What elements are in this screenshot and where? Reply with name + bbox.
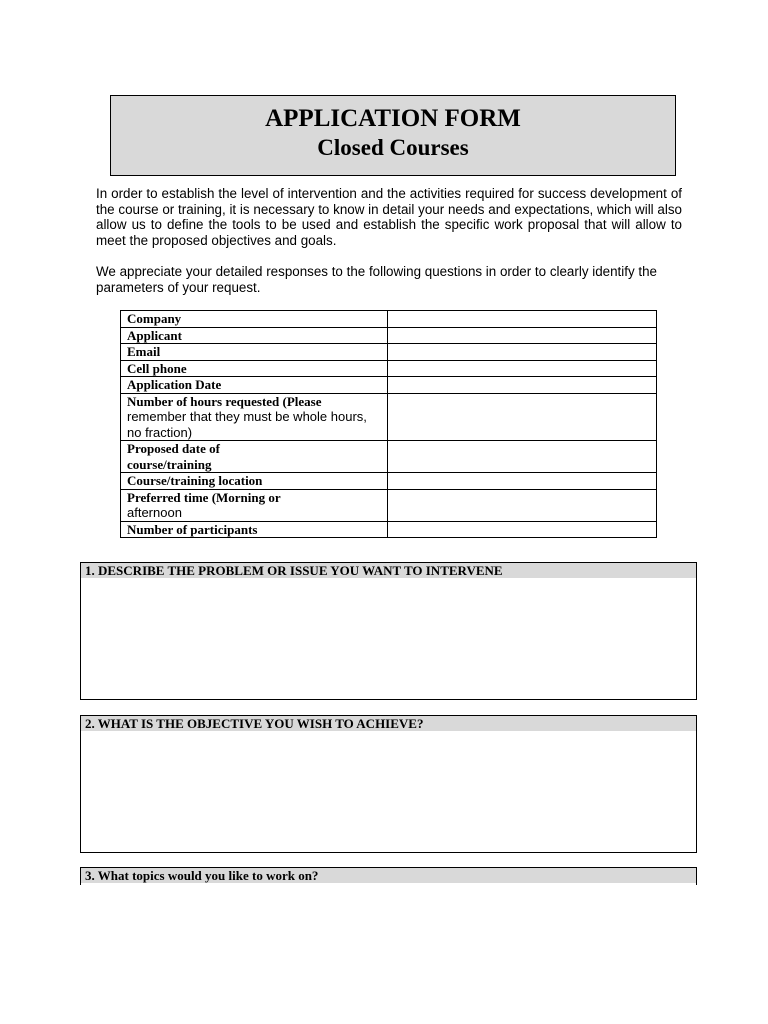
label-hours-note: remember that they must be whole hours, no fraction) bbox=[127, 409, 367, 440]
company-field[interactable] bbox=[388, 311, 657, 328]
question-3-box bbox=[80, 867, 697, 885]
question-1-box bbox=[80, 562, 697, 700]
proposed-date-field[interactable] bbox=[388, 441, 657, 473]
question-2-heading: 2. WHAT IS THE OBJECTIVE YOU WISH TO ACHIEVE? bbox=[81, 716, 696, 731]
form-title: APPLICATION FORM bbox=[265, 105, 521, 132]
application-date-field[interactable] bbox=[388, 377, 657, 394]
label-proposed-date: Proposed date of course/training bbox=[127, 441, 220, 472]
intro-paragraph-2 bbox=[96, 264, 682, 295]
table-row bbox=[121, 360, 657, 377]
table-row bbox=[121, 489, 657, 521]
table-row bbox=[121, 327, 657, 344]
hours-requested-field[interactable] bbox=[388, 393, 657, 441]
label-cell-phone: Cell phone bbox=[127, 360, 187, 376]
location-field[interactable] bbox=[388, 473, 657, 490]
row-label bbox=[121, 441, 388, 473]
label-preferred-time-note: afternoon bbox=[127, 505, 182, 520]
question-2-box bbox=[80, 715, 697, 853]
label-application-date: Application Date bbox=[127, 377, 222, 392]
label-email: Email bbox=[127, 344, 161, 359]
applicant-field[interactable] bbox=[388, 327, 657, 344]
row-label bbox=[121, 393, 388, 441]
label-applicant: Applicant bbox=[127, 327, 182, 343]
intro-text-2: We appreciate your detailed responses to the following questions in order to clearly identify the parameters of your request. bbox=[96, 264, 657, 295]
cell-phone-field[interactable] bbox=[388, 360, 657, 377]
row-label bbox=[121, 521, 388, 538]
table-row bbox=[121, 473, 657, 490]
form-subtitle: Closed Courses bbox=[317, 135, 469, 160]
row-label bbox=[121, 489, 388, 521]
row-label bbox=[121, 327, 388, 344]
intro-paragraph-1 bbox=[96, 186, 682, 248]
email-field[interactable] bbox=[388, 344, 657, 361]
row-label bbox=[121, 360, 388, 377]
row-label bbox=[121, 344, 388, 361]
participants-field[interactable] bbox=[388, 521, 657, 538]
label-location: Course/training location bbox=[127, 473, 263, 488]
row-label bbox=[121, 473, 388, 490]
question-1-answer-area[interactable] bbox=[81, 578, 696, 698]
intro-text-1: In order to establish the level of intervention and the activities required for success development of the course or training, it is necessary to know in detail your needs and expectations, which will also allow us to define the tools to be used and establish the specific work proposal that will allow to meet the proposed objectives and goals. bbox=[96, 186, 682, 248]
row-label bbox=[121, 377, 388, 394]
question-3-heading: 3. What topics would you like to work on? bbox=[81, 868, 696, 883]
label-hours-requested: Number of hours requested (Please bbox=[127, 393, 322, 409]
table-row bbox=[121, 441, 657, 473]
row-label bbox=[121, 311, 388, 328]
table-row bbox=[121, 311, 657, 328]
table-row bbox=[121, 521, 657, 538]
label-company: Company bbox=[127, 311, 182, 326]
question-1-heading: 1. DESCRIBE THE PROBLEM OR ISSUE YOU WANT TO INTERVENE bbox=[81, 563, 696, 578]
table-row bbox=[121, 344, 657, 361]
form-title-box bbox=[110, 95, 676, 176]
preferred-time-field[interactable] bbox=[388, 489, 657, 521]
table-row bbox=[121, 393, 657, 441]
label-participants: Number of participants bbox=[127, 521, 258, 537]
label-preferred-time: Preferred time (Morning or bbox=[127, 489, 281, 505]
table-row bbox=[121, 377, 657, 394]
question-2-answer-area[interactable] bbox=[81, 731, 696, 851]
applicant-details-table bbox=[120, 310, 657, 538]
